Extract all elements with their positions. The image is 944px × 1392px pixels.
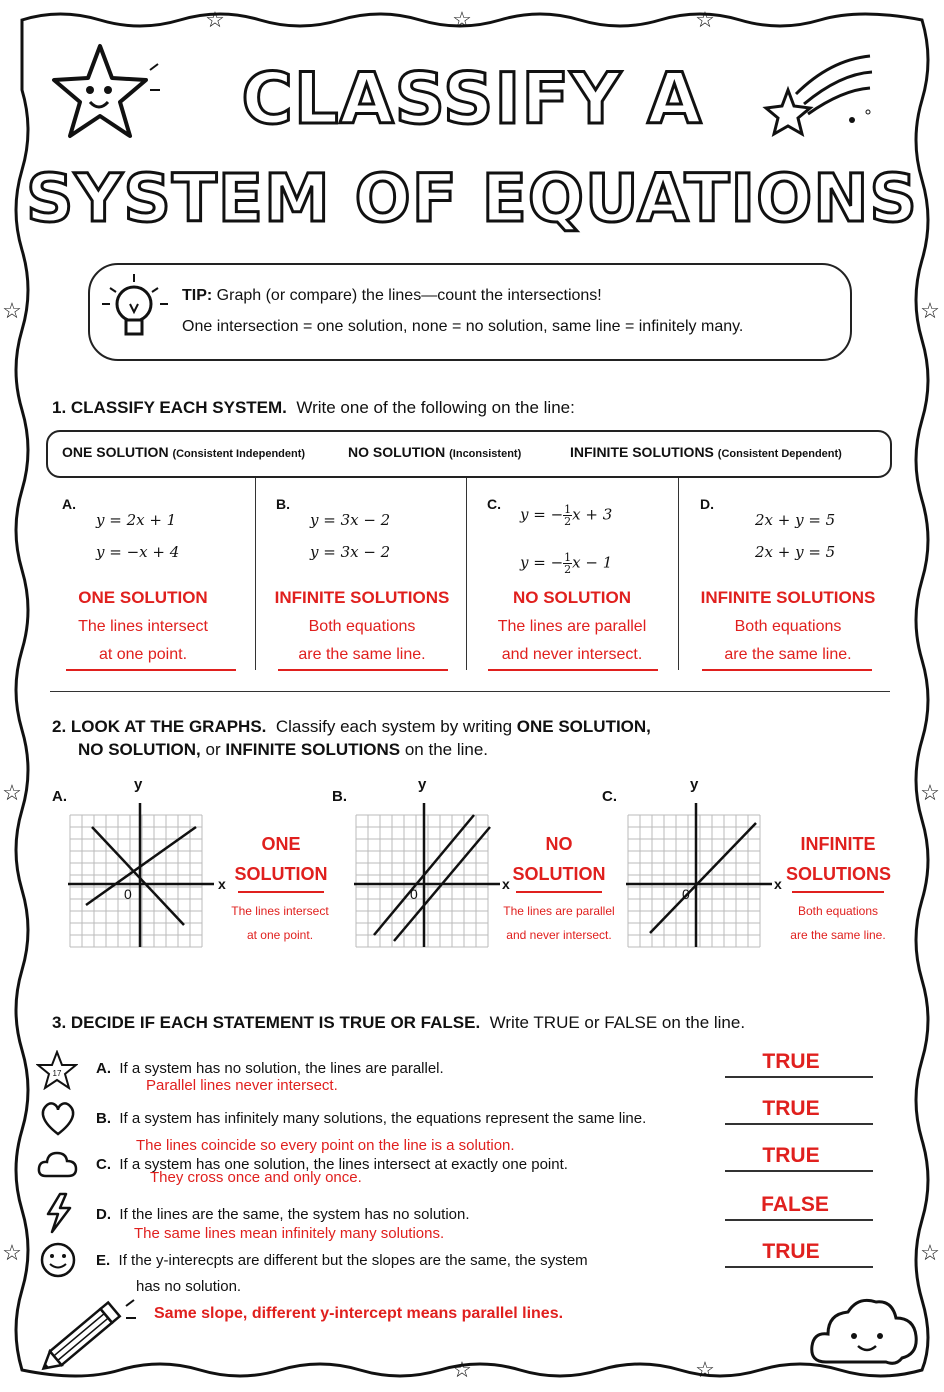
graph-a-explanation-2: at one point.	[246, 928, 314, 942]
svg-text:☆: ☆	[452, 7, 472, 32]
section2-heading: 2. LOOK AT THE GRAPHS.	[52, 717, 267, 736]
problem-c-explanation-2: and never intersect.	[501, 646, 643, 663]
statement-e: E. If the y-interecpts are different but the slopes are the same, the system	[96, 1252, 588, 1269]
graph-c	[622, 775, 782, 955]
problem-a-eq2: y = −x + 4	[96, 543, 180, 561]
statement-e-explanation: Same slope, different y-intercept means parallel lines.	[154, 1305, 564, 1322]
section1-heading-row	[52, 398, 575, 418]
graph-b-x-label: x	[502, 876, 510, 892]
section1-instruction: Write one of the following on the line:	[296, 398, 575, 417]
statement-a: A. If a system has no solution, the lines are parallel.	[96, 1060, 444, 1077]
statement-e-answer: TRUE	[762, 1240, 820, 1263]
graph-b-answer-1: NO	[545, 834, 573, 854]
section3-instruction: Write TRUE or FALSE on the line.	[489, 1013, 746, 1032]
tip-line-2: One intersection = one solution, none = no solution, same line = infinitely many.	[182, 318, 744, 335]
section1-heading: 1. CLASSIFY EACH SYSTEM.	[52, 398, 287, 417]
smiley-face-icon	[38, 1240, 78, 1280]
lightning-icon	[42, 1192, 76, 1234]
statement-d-explanation: The same lines mean infinitely many solutions.	[134, 1225, 445, 1242]
svg-text:☆: ☆	[920, 780, 940, 805]
statement-b-answer: TRUE	[762, 1097, 820, 1120]
statement-b: B. If a system has infinitely many solutions, the equations represent the same line.	[96, 1110, 647, 1127]
problem-d-explanation-2: are the same line.	[724, 646, 852, 663]
problem-b-answer-line	[278, 669, 448, 671]
graph-b	[350, 775, 510, 955]
smiling-cloud-icon	[806, 1288, 924, 1372]
graph-a-origin: 0	[124, 886, 132, 902]
column-divider	[466, 478, 467, 670]
graph-b-letter: B.	[332, 788, 347, 805]
graph-b-explanation-1: The lines are parallel	[503, 904, 615, 918]
statement-e-answer-line	[725, 1266, 873, 1268]
problem-a-answer-line	[66, 669, 236, 671]
graph-c-explanation-2: are the same line.	[790, 928, 886, 942]
graph-a-explanation-1: The lines intersect	[231, 904, 329, 918]
problem-d-answer-line	[702, 669, 872, 671]
problem-c-explanation-1: The lines are parallel	[497, 618, 647, 635]
problem-c-answer: NO SOLUTION	[512, 588, 632, 607]
problem-a-letter: A.	[62, 496, 76, 512]
statement-a-explanation: Parallel lines never intersect.	[146, 1077, 338, 1094]
graph-a-answer-line	[238, 891, 324, 893]
pencil-icon	[26, 1292, 136, 1378]
svg-text:☆: ☆	[2, 298, 22, 323]
graph-c-x-label: x	[774, 876, 782, 892]
problem-b-explanation-1: Both equations	[308, 618, 416, 635]
problem-a-explanation-1: The lines intersect	[78, 618, 208, 635]
statement-c: C. If a system has one solution, the lines intersect at exactly one point.	[96, 1156, 568, 1173]
star-icon	[36, 1050, 78, 1090]
graph-c-answer-line	[792, 891, 884, 893]
svg-text:☆: ☆	[920, 1240, 940, 1265]
star-badge-text: 17	[52, 1069, 62, 1078]
statement-c-explanation: They cross once and only once.	[150, 1169, 362, 1186]
problem-a-eq1: y = 2x + 1	[96, 511, 177, 529]
graph-b-answer-2: SOLUTION	[512, 864, 606, 884]
problem-b-eq1: y = 3x − 2	[310, 511, 391, 529]
statement-a-answer-line	[725, 1076, 873, 1078]
graph-c-explanation-1: Both equations	[797, 904, 879, 918]
option-one-solution: ONE SOLUTION (Consistent Independent)	[62, 444, 306, 460]
svg-text:☆: ☆	[2, 780, 22, 805]
worksheet-title-line1: CLASSIFY A	[241, 58, 703, 140]
problem-c-letter: C.	[487, 496, 501, 512]
statement-d-answer-line	[725, 1219, 873, 1221]
graph-c-letter: C.	[602, 788, 617, 805]
svg-text:☆: ☆	[920, 298, 940, 323]
option-infinite-solutions: INFINITE SOLUTIONS (Consistent Dependent)	[570, 444, 842, 460]
graph-b-answer-line	[516, 891, 602, 893]
problem-b-answer: INFINITE SOLUTIONS	[274, 588, 450, 607]
graph-a-answer-2: SOLUTION	[234, 864, 328, 884]
svg-text:☆: ☆	[695, 1357, 715, 1382]
cloud-icon	[36, 1148, 80, 1180]
tip-label: TIP:	[182, 287, 213, 304]
graph-b-origin: 0	[410, 886, 418, 902]
problem-d-explanation-1: Both equations	[734, 618, 842, 635]
heart-icon	[38, 1098, 78, 1138]
problem-b-eq2: y = 3x − 2	[310, 543, 391, 561]
graph-c-y-label: y	[690, 776, 699, 793]
graph-c-answer-1: INFINITE	[800, 834, 876, 854]
statement-a-answer: TRUE	[762, 1050, 820, 1073]
tip-text-1: Graph (or compare) the lines—count the intersections!	[216, 287, 602, 304]
problem-b-explanation-2: are the same line.	[298, 646, 426, 663]
problem-d-eq2: 2x + y = 5	[755, 543, 836, 561]
graph-a-answer-1: ONE	[261, 834, 301, 854]
problem-d-eq1: 2x + y = 5	[755, 511, 836, 529]
option-no-solution: NO SOLUTION (Inconsistent)	[348, 444, 522, 460]
column-divider	[678, 478, 679, 670]
problem-d-answer: INFINITE SOLUTIONS	[700, 588, 876, 607]
statement-c-answer: TRUE	[762, 1144, 820, 1167]
problem-c-eq2: y = − $\frac{1}{2}$ x − 1	[520, 551, 613, 576]
section2-heading-row2: NO SOLUTION, or INFINITE SOLUTIONS on the line.	[78, 740, 489, 759]
statement-b-answer-line	[725, 1123, 873, 1125]
statement-d-answer: FALSE	[761, 1193, 829, 1216]
graph-b-y-label: y	[418, 776, 427, 793]
section3-heading-row	[52, 1013, 745, 1033]
section3-heading: 3. DECIDE IF EACH STATEMENT IS TRUE OR FALSE.	[52, 1013, 481, 1032]
graph-a-letter: A.	[52, 788, 67, 805]
column-divider	[255, 478, 256, 670]
statement-e-line2: has no solution.	[136, 1278, 242, 1295]
tip-box	[88, 263, 852, 361]
problem-c-eq1: y = − $\frac{1}{2}$ x + 3	[520, 503, 613, 528]
tip-line-1	[182, 287, 602, 305]
graph-c-answer-2: SOLUTIONS	[786, 864, 892, 884]
svg-text:☆: ☆	[2, 1240, 22, 1265]
graph-c-origin: 0	[682, 886, 690, 902]
statement-b-explanation: The lines coincide so every point on the line is a solution.	[136, 1137, 515, 1154]
lightbulb-icon	[100, 268, 170, 352]
statement-c-answer-line	[725, 1170, 873, 1172]
problem-d-letter: D.	[700, 496, 714, 512]
svg-text:☆: ☆	[205, 7, 225, 32]
worksheet-title-line2: SYSTEM OF EQUATIONS	[26, 160, 918, 237]
graph-a-x-label: x	[218, 876, 226, 892]
problem-b-letter: B.	[276, 496, 290, 512]
problem-a-explanation-2: at one point.	[98, 646, 188, 663]
section2-heading-row: 2. LOOK AT THE GRAPHS. Classify each system by writing ONE SOLUTION,	[52, 717, 651, 736]
graph-b-explanation-2: and never intersect.	[506, 928, 612, 942]
svg-text:☆: ☆	[695, 7, 715, 32]
problem-c-answer-line	[488, 669, 658, 671]
statement-d: D. If the lines are the same, the system has no solution.	[96, 1206, 470, 1223]
svg-text:☆: ☆	[452, 1357, 472, 1382]
graph-a-y-label: y	[134, 776, 143, 793]
problem-a-answer: ONE SOLUTION	[78, 588, 208, 607]
section-divider	[50, 691, 890, 692]
graph-a	[64, 775, 234, 955]
